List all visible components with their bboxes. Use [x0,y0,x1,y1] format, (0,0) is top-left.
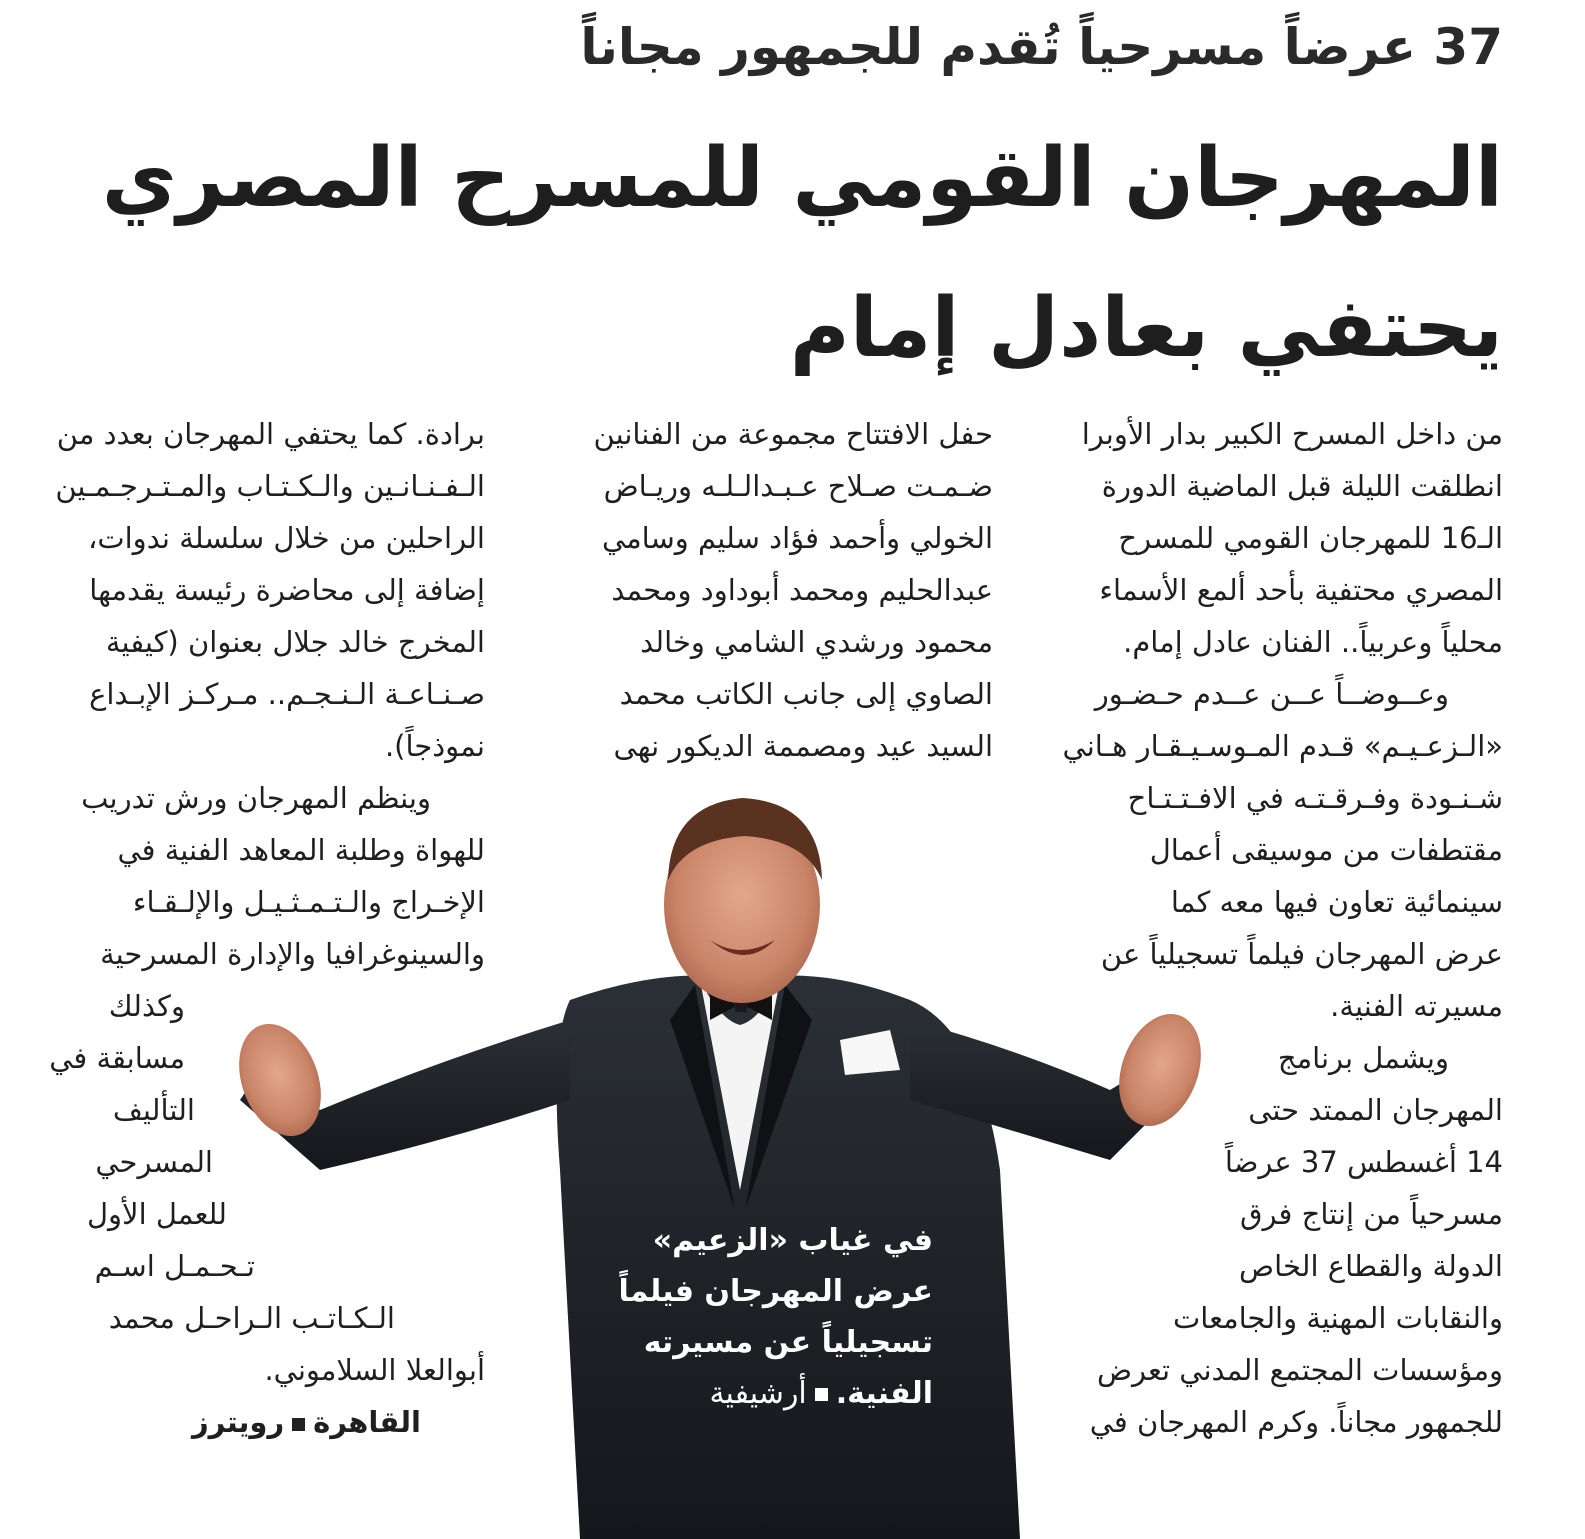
paragraph-line: للهواة وطلبة المعاهد الفنية في [117,833,485,867]
paragraph-line: ومؤسسات المجتمع المدني تعرض [1096,1353,1503,1387]
paragraph-line: انطلقت الليلة قبل الماضية الدورة [1101,469,1503,503]
paragraph-line: المصري محتفية بأحد ألمع الأسماء [1099,573,1503,607]
paragraph-line: عرض المهرجان فيلماً تسجيلياً عن [1100,937,1503,971]
caption-line-last [613,1368,933,1419]
article-headline-line-1: المهرجان القومي للمسرح المصري [101,131,1503,226]
paragraph-line: ضـمـت صـلاح عـبـدالـلـه وريـاض [603,469,993,503]
paragraph-line: مسرحياً من إنتاج فرق [1240,1197,1503,1231]
caption-line: عرض المهرجان فيلماً [618,1274,933,1309]
paragraph-line: التأليف [112,1093,195,1127]
paragraph-line: للجمهور مجاناً. وكرم المهرجان في [1089,1405,1503,1439]
article-column-middle [535,408,993,772]
paragraph-line: المهرجان الممتد حتى [1248,1093,1503,1127]
paragraph-line: برادة. كما يحتفي المهرجان بعدد من [56,417,485,451]
paragraph-line: محمود ورشدي الشامي وخالد [640,625,993,659]
head [664,798,822,1003]
paragraph-line: الراحلين من خلال سلسلة ندوات، [87,521,485,555]
article-photo [200,770,1220,1539]
paragraph-line: نموذجاً). [384,729,485,763]
paragraph-line: وعــوضــاً عــن عــدم حـضـور [1094,677,1449,711]
paragraph-line: حفل الافتتاح مجموعة من الفنانين [593,417,993,451]
paragraph-line: وكذلك [108,989,185,1023]
paragraph-line: وينظم المهرجان ورش تدريب [81,781,431,815]
paragraph-line: محلياً وعربياً.. الفنان عادل إمام. [1123,625,1503,659]
paragraph-line: الدولة والقطاع الخاص [1239,1249,1503,1283]
paragraph-line: تـحـمـل اسـم [94,1249,255,1283]
article-kicker: 37 عرضاً مسرحياً تُقدم للجمهور مجاناً [580,18,1503,76]
paragraph-line: مسيرته الفنية. [1330,989,1503,1023]
paragraph-line: عبدالحليم ومحمد أبوداود ومحمد [611,573,993,607]
paragraph-line: إضافة إلى محاضرة رئيسة يقدمها [89,573,485,607]
byline-city: القاهرة [313,1405,421,1439]
paragraph-line: 14 أغسطس 37 عرضاً [1224,1145,1503,1179]
paragraph-line: للعمل الأول [86,1197,227,1231]
paragraph-line: مسابقة في [49,1041,185,1075]
paragraph-line: الـكـاتـب الـراحـل محمد [108,1301,395,1335]
caption-line: تسجيلياً عن مسيرته [643,1325,933,1360]
paragraph-line: والنقابات المهنية والجامعات [1173,1301,1503,1335]
paragraph-line: شـنـودة وفـرقـتـه في الافـتـتـاح [1127,781,1503,815]
paragraph-line: الـفـنـانـين والـكـتـاب والمـتـرجـمـين [55,469,485,503]
paragraph-line: أبوالعلا السلاموني. [264,1353,485,1387]
paragraph-line: سينمائية تعاون فيها معه كما [1170,885,1503,919]
paragraph-line: صـنـاعـة الـنـجـم.. مـركـز الإبـداع [89,677,485,711]
paragraph-line: الـ16 للمهرجان القومي للمسرح [1118,521,1503,555]
paragraph-line: مقتطفات من موسيقى أعمال [1149,833,1503,867]
paragraph-line: الإخـراج والـتـمـثـيـل والإلـقـاء [132,885,485,919]
paragraph-line: السيد عيد ومصممة الديكور نهى [613,729,993,763]
paragraph-line: والسينوغرافيا والإدارة المسرحية [100,937,485,971]
paragraph-line: من داخل المسرح الكبير بدار الأوبرا [1081,417,1503,451]
article-headline-line-2: يحتفي بعادل إمام [789,281,1503,376]
square-bullet-icon [815,1388,828,1401]
paragraph-line: المخرج خالد جلال بعنوان (كيفية [105,625,485,659]
photo-credit: أرشيفية [709,1376,807,1411]
caption-last-word: الفنية. [835,1376,933,1411]
byline-agency: رويترز [191,1405,285,1439]
photo-caption [613,1215,933,1419]
paragraph-line: «الـزعـيـم» قـدم المـوسـيـقـار هـاني [1062,729,1503,763]
caption-line: في غياب «الزعيم» [652,1223,933,1258]
paragraph-line: المسرحي [95,1145,213,1179]
paragraph-line: ويشمل برنامج [1277,1041,1449,1075]
paragraph-line: الخولي وأحمد فؤاد سليم وسامي [601,521,993,555]
paragraph-line: الصاوي إلى جانب الكاتب محمد [619,677,993,711]
